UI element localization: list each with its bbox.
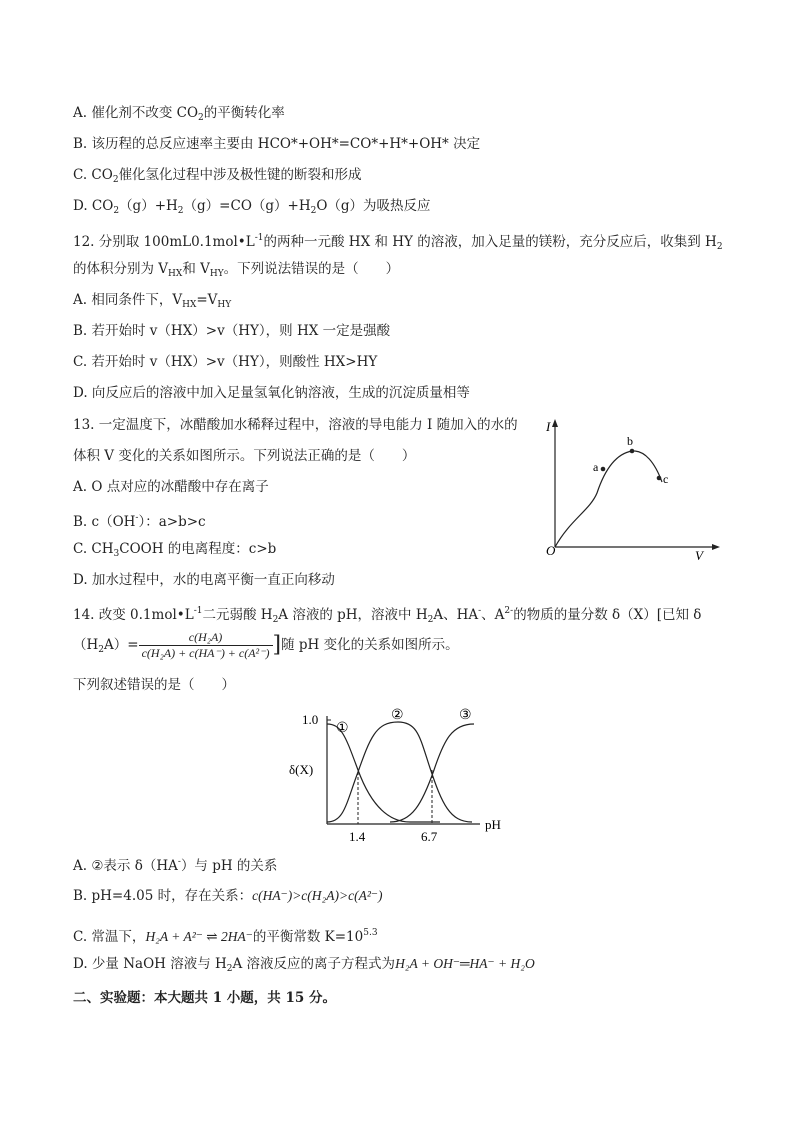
q14-option-b-math: c(HA⁻)>c(H₂A)>c(A²⁻) xyxy=(252,888,383,903)
q14-option-c-p2: 的平衡常数 K=10 xyxy=(252,929,364,945)
q13-stem-line1: 13. 一定温度下，冰醋酸加水稀释过程中，溶液的导电能力 I 随加入的水的 xyxy=(73,417,518,433)
q14-stem1-s2: 2 xyxy=(427,615,434,625)
q11-option-b: B. 该历程的总反应速率主要由 HCO*+OH*=CO*+H*+OH* 决定 xyxy=(73,136,481,152)
q12-stem1-sub: 2 xyxy=(716,242,723,252)
q14-curve-label-1: ① xyxy=(336,721,349,736)
q11-option-c-tail: 催化氢化过程中涉及极性键的断裂和形成 xyxy=(118,167,362,183)
q12-option-a-s1: HX xyxy=(182,300,197,310)
q14-x-label: pH xyxy=(485,817,501,832)
q11-option-a-tail: 的平衡转化率 xyxy=(203,105,285,121)
q13-option-c-sub: 3 xyxy=(113,549,120,559)
q13-option-b xyxy=(73,509,206,531)
q13-option-d: D. 加水过程中，水的电离平衡一直正向移动 xyxy=(73,572,335,588)
q14-option-a-sup: - xyxy=(177,857,181,867)
q13-label-a: a xyxy=(593,460,599,474)
q12-stem2-b: 和 V xyxy=(182,261,210,277)
q14-stem2-c: 随 pH 变化的关系如图所示。 xyxy=(281,637,459,653)
q14-option-a-p2: ）与 pH 的关系 xyxy=(180,858,278,874)
q13-point-b xyxy=(630,449,635,454)
q13-point-a xyxy=(601,467,606,472)
q14-stem1-c: A 溶液的 pH，溶液中 H xyxy=(278,607,428,623)
q12-stem2-s2: HY xyxy=(209,269,224,279)
q14-y-tick-label: 1.0 xyxy=(302,712,319,727)
q14-stem2-a: （H xyxy=(73,637,99,653)
q13-x-arrow xyxy=(712,544,720,550)
q12-stem2-s1: HX xyxy=(168,269,183,279)
q14-stem-line1 xyxy=(73,602,701,629)
q12-option-a-p1: A. 相同条件下，V xyxy=(73,292,183,308)
q14-stem1-d: A、HA xyxy=(433,607,479,623)
q14-x-mark-1: 1.4 xyxy=(349,829,366,844)
q12-stem2-a: 的体积分别为 V xyxy=(73,261,169,277)
q14-option-d-p1: D. 少量 NaOH 溶液与 H xyxy=(73,956,227,972)
q13-option-b-p2: ）：a>b>c xyxy=(138,514,206,530)
q14-curve-label-3: ③ xyxy=(459,708,472,723)
q11-option-d-s3: 2 xyxy=(310,206,317,216)
q14-stem1-b: 二元弱酸 H xyxy=(202,607,273,623)
q14-option-d-math: H₂A + OH⁻═HA⁻ + H₂O xyxy=(395,956,535,971)
q11-option-c-sub: 2 xyxy=(112,175,119,185)
q14-curve-2 xyxy=(327,722,472,822)
q12-stem1-sup: -1 xyxy=(254,233,264,243)
q11-option-c xyxy=(73,166,362,189)
q12-option-d: D. 向反应后的溶液中加入足量氢氧化钠溶液，生成的沉淀质量相等 xyxy=(73,385,470,401)
q14-option-d-p2: A 溶液反应的离子方程式为 xyxy=(232,956,396,972)
q11-option-d-p4: O（g）为吸热反应 xyxy=(316,198,431,214)
q14-fraction-denominator: c(H₂A) + c(HA⁻) + c(A²⁻) xyxy=(141,646,270,660)
q14-option-c-p1: C. 常温下， xyxy=(73,929,146,945)
q12-option-c: C. 若开始时 v（HX）>v（HY），则酸性 HX>HY xyxy=(73,354,378,370)
q13-option-c-p2: COOH 的电离程度：c>b xyxy=(119,541,277,557)
q14-option-c-sup: 5.3 xyxy=(363,928,378,938)
q13-curve xyxy=(555,451,662,547)
q13-origin-label: O xyxy=(546,543,556,558)
q13-option-c-p1: C. CH xyxy=(73,541,114,557)
q11-option-c-text: C. CO xyxy=(73,167,113,183)
q14-stem-line2 xyxy=(73,628,459,667)
q14-y-label: δ(X) xyxy=(289,762,314,777)
q14-option-b-text: B. pH=4.05 时，存在关系： xyxy=(73,888,253,904)
q13-option-a: A. O 点对应的冰醋酸中存在离子 xyxy=(73,479,269,495)
q14-distribution-graph xyxy=(280,700,520,850)
q11-option-a-text: A. 催化剂不改变 CO xyxy=(73,105,199,121)
q14-stem-line3: 下列叙述错误的是（ ） xyxy=(73,677,235,693)
q13-label-b: b xyxy=(627,434,633,448)
q13-y-arrow xyxy=(552,419,558,427)
q12-stem1-b: 的两种一元酸 HX 和 HY 的溶液，加入足量的镁粉，充分反应后，收集到 H xyxy=(263,234,717,250)
q14-option-c-math: H₂A + A²⁻ ⇌ 2HA⁻ xyxy=(145,929,253,944)
q13-y-label: I xyxy=(546,419,551,434)
q14-stem2-b: A）= xyxy=(104,637,139,653)
q14-option-a xyxy=(73,853,277,875)
q14-option-b xyxy=(73,887,383,905)
q12-option-a-s2: HY xyxy=(217,300,232,310)
q13-label-c: c xyxy=(663,472,669,486)
q11-option-d-p1: D. CO xyxy=(73,198,114,214)
q14-option-a-p1: A. ②表示 δ（HA xyxy=(73,858,178,874)
q12-option-b: B. 若开始时 v（HX）>v（HY），则 HX 一定是强酸 xyxy=(73,323,391,339)
q11-option-d xyxy=(73,197,431,220)
q14-curve-1 xyxy=(327,724,440,822)
q11-option-a xyxy=(73,104,285,127)
q12-stem1-a: 12. 分别取 100mL0.1mol•L xyxy=(73,234,255,250)
q14-stem1-sup: -1 xyxy=(193,606,203,616)
q14-x-mark-2: 6.7 xyxy=(421,829,438,844)
q12-stem-line2 xyxy=(73,260,399,283)
q14-option-d-sub: 2 xyxy=(226,964,233,974)
q12-stem-line1 xyxy=(73,229,723,256)
q14-option-c xyxy=(73,924,378,946)
q13-option-c xyxy=(73,540,276,563)
q11-option-d-s1: 2 xyxy=(113,206,120,216)
q12-option-a xyxy=(73,291,231,314)
q14-stem1-a: 14. 改变 0.1mol•L xyxy=(73,607,194,623)
q14-stem2-sub: 2 xyxy=(98,645,105,655)
q13-option-b-p1: B. c（OH xyxy=(73,514,136,530)
q14-bracket: ] xyxy=(272,632,282,658)
q11-option-d-s2: 2 xyxy=(177,206,184,216)
q14-fraction xyxy=(139,630,273,661)
q13-x-label: V xyxy=(695,548,703,563)
q14-stem1-sup3: 2- xyxy=(504,606,514,616)
q13-stem-line2: 体积 V 变化的关系如图所示。下列说法正确的是（ ） xyxy=(73,448,416,464)
q13-point-c xyxy=(657,476,662,481)
q14-option-d xyxy=(73,955,535,978)
q14-fraction-numerator: c(H₂A) xyxy=(139,630,273,646)
q12-option-a-p2: =V xyxy=(196,292,218,308)
q14-stem1-f: 的物质的量分数 δ（X）[已知 δ xyxy=(513,607,702,623)
q14-stem1-s1: 2 xyxy=(272,615,279,625)
q11-option-a-sub: 2 xyxy=(198,113,204,123)
q11-option-d-p2: （g）+H xyxy=(119,198,178,214)
q13-option-b-sup: - xyxy=(135,513,139,523)
section-2-heading: 二、实验题：本大题共 1 小题，共 15 分。 xyxy=(73,990,336,1006)
q14-curve-label-2: ② xyxy=(391,708,404,723)
q12-stem2-c: 。下列说法错误的是（ ） xyxy=(223,261,400,277)
q14-stem1-e: 、A xyxy=(481,607,505,623)
q11-option-d-p3: （g）=CO（g）+H xyxy=(183,198,311,214)
q14-stem1-sup2: - xyxy=(478,606,482,616)
q13-conductivity-graph xyxy=(535,415,730,565)
